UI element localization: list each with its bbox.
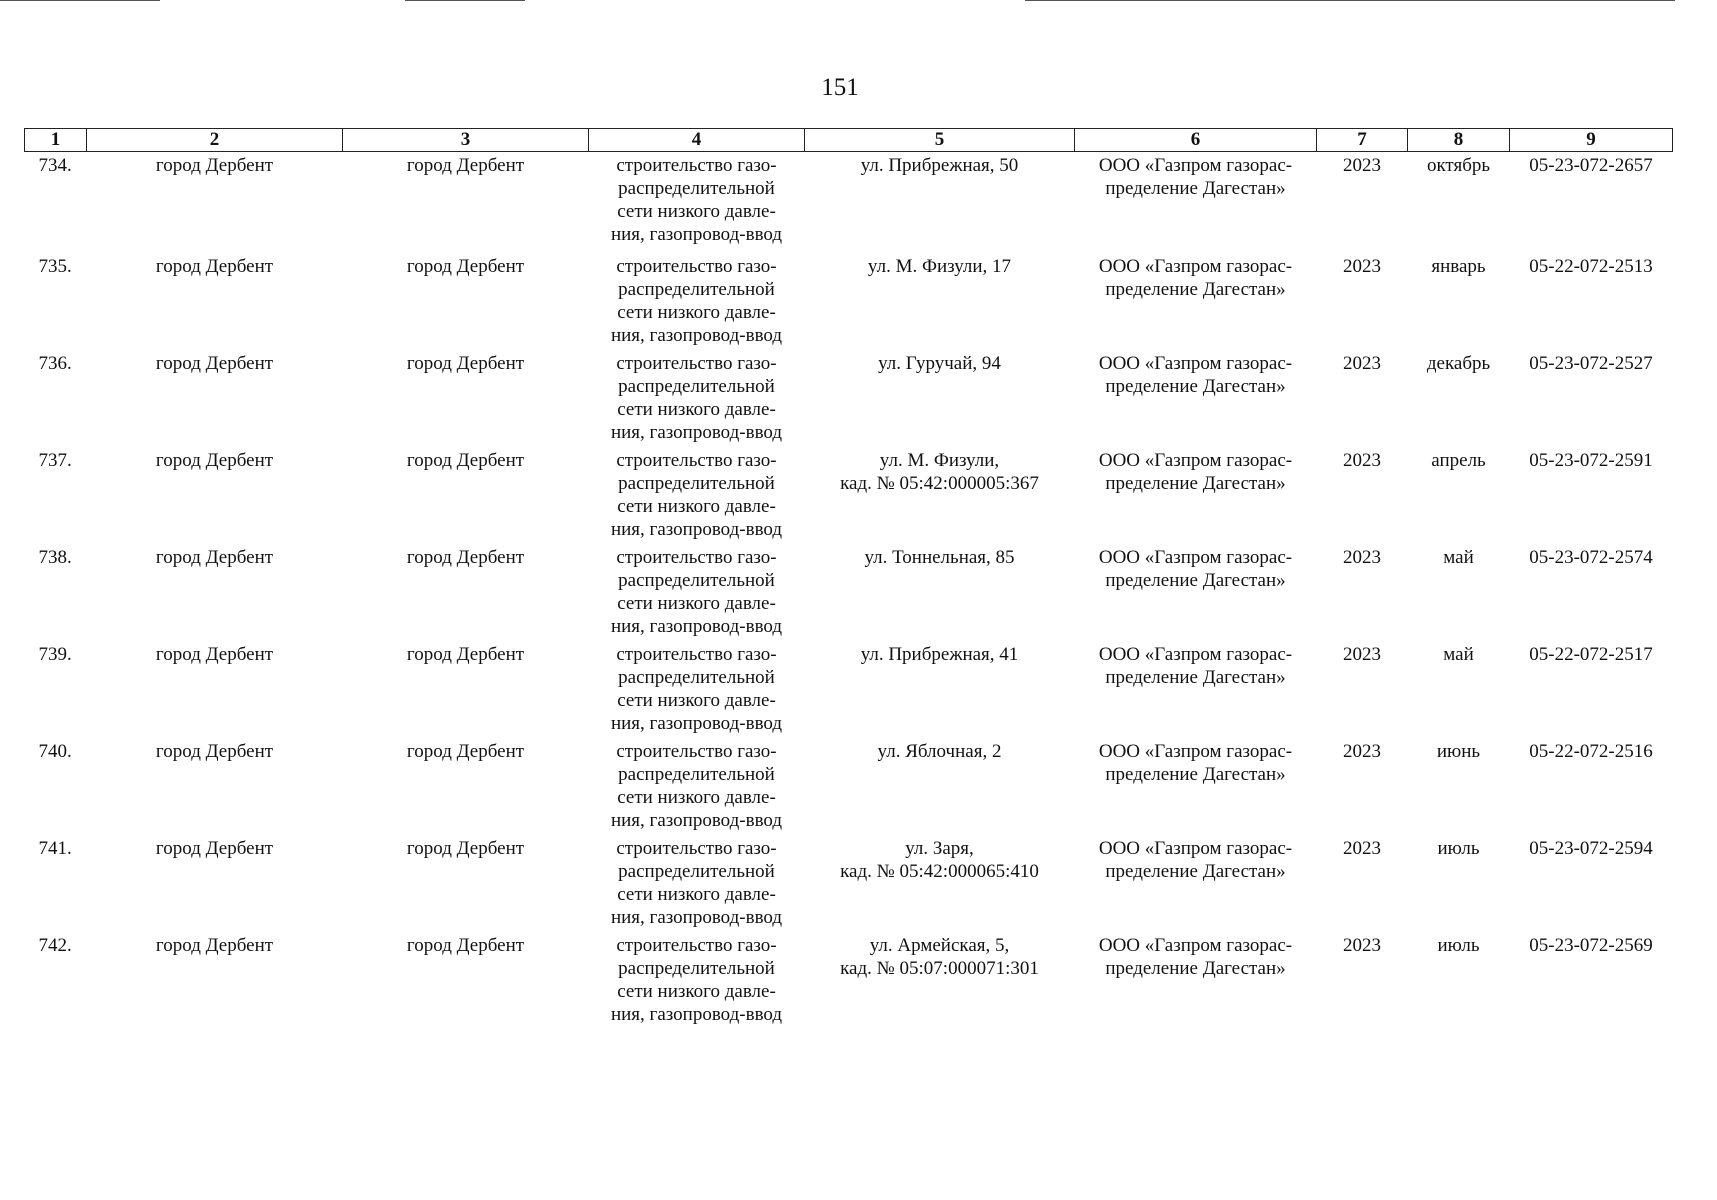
work-description-cell: строительство газо- распределительной сети низкого давле- ния, газопровод-ввод [610, 155, 783, 245]
district-cell: город Дербент [155, 546, 274, 568]
organization-cell: ООО «Газпром газорас- пределение Дагестан» [1098, 643, 1293, 688]
code-cell: 05-23-072-2594 [1529, 837, 1653, 859]
code-cell: 05-23-072-2527 [1529, 352, 1653, 374]
organization-cell: ООО «Газпром газорас- пределение Дагестан» [1098, 352, 1293, 397]
month-cell: январь [1431, 255, 1486, 277]
organization-cell: ООО «Газпром газорас- пределение Дагестан» [1098, 837, 1293, 882]
code-cell: 05-23-072-2574 [1529, 546, 1653, 568]
row-number: 740. [38, 740, 72, 762]
month-cell: апрель [1431, 449, 1486, 471]
locality-cell: город Дербент [406, 837, 525, 859]
page-number: 151 [821, 74, 859, 101]
work-description-cell: строительство газо- распределительной сети низкого давле- ния, газопровод-ввод [610, 255, 783, 346]
address-cell: ул. М. Физули, кад. № 05:42:000005:367 [840, 449, 1039, 494]
table-body [25, 152, 1673, 1027]
locality-cell: город Дербент [406, 643, 525, 665]
column-header-5: 5 [805, 129, 1075, 152]
organization-cell: ООО «Газпром газорас- пределение Дагестан» [1098, 255, 1293, 300]
column-header-1: 1 [25, 129, 87, 152]
address-cell: ул. Прибрежная, 41 [860, 643, 1019, 665]
work-description-cell: строительство газо- распределительной сети низкого давле- ния, газопровод-ввод [610, 740, 783, 831]
table-row [25, 152, 1673, 251]
column-header-4: 4 [589, 129, 805, 152]
scan-edge-right [1025, 0, 1675, 1]
scan-edge-left [0, 0, 160, 1]
address-cell: ул. Яблочная, 2 [877, 740, 1002, 762]
header-row [25, 129, 1673, 152]
table-row [25, 930, 1673, 1027]
table-row [25, 639, 1673, 736]
column-header-2: 2 [87, 129, 343, 152]
work-description-cell: строительство газо- распределительной сети низкого давле- ния, газопровод-ввод [610, 449, 783, 540]
district-cell: город Дербент [155, 155, 274, 176]
column-header-9: 9 [1510, 129, 1673, 152]
row-number: 742. [38, 934, 72, 956]
column-header-3: 3 [343, 129, 589, 152]
month-cell: декабрь [1426, 352, 1491, 374]
code-cell: 05-23-072-2569 [1529, 934, 1653, 956]
district-cell: город Дербент [155, 740, 274, 762]
month-cell: май [1443, 546, 1474, 568]
row-number: 736. [38, 352, 72, 374]
address-cell: ул. Армейская, 5, кад. № 05:07:000071:301 [840, 934, 1039, 979]
organization-cell: ООО «Газпром газорас- пределение Дагестан» [1098, 449, 1293, 494]
year-cell: 2023 [1343, 352, 1381, 374]
table-row [25, 736, 1673, 833]
row-number: 741. [38, 837, 72, 859]
locality-cell: город Дербент [406, 352, 525, 374]
row-number: 738. [38, 546, 72, 568]
locality-cell: город Дербент [406, 546, 525, 568]
month-cell: июль [1437, 934, 1480, 956]
address-cell: ул. Гуручай, 94 [878, 352, 1001, 374]
district-cell: город Дербент [155, 255, 274, 277]
year-cell: 2023 [1343, 643, 1381, 665]
table-row [25, 833, 1673, 930]
address-cell: ул. М. Физули, 17 [867, 255, 1012, 277]
column-header-8: 8 [1408, 129, 1510, 152]
column-header-6: 6 [1075, 129, 1317, 152]
year-cell: 2023 [1343, 449, 1381, 471]
scan-edge-middle [405, 0, 525, 1]
year-cell: 2023 [1343, 255, 1381, 277]
work-description-cell: строительство газо- распределительной сети низкого давле- ния, газопровод-ввод [610, 546, 783, 637]
district-cell: город Дербент [155, 449, 274, 471]
year-cell: 2023 [1343, 837, 1381, 859]
district-cell: город Дербент [155, 352, 274, 374]
work-description-cell: строительство газо- распределительной сети низкого давле- ния, газопровод-ввод [610, 837, 783, 928]
code-cell: 05-22-072-2513 [1529, 255, 1653, 277]
year-cell: 2023 [1343, 740, 1381, 762]
locality-cell: город Дербент [406, 449, 525, 471]
code-cell: 05-23-072-2657 [1529, 155, 1653, 176]
year-cell: 2023 [1343, 546, 1381, 568]
row-number: 734. [38, 155, 72, 176]
organization-cell: ООО «Газпром газорас- пределение Дагестан» [1098, 546, 1293, 591]
locality-cell: город Дербент [406, 934, 525, 956]
register-table [24, 128, 1673, 1027]
organization-cell: ООО «Газпром газорас- пределение Дагестан» [1098, 740, 1293, 785]
locality-cell: город Дербент [406, 740, 525, 762]
table-row [25, 348, 1673, 445]
district-cell: город Дербент [155, 837, 274, 859]
month-cell: октябрь [1426, 155, 1491, 176]
locality-cell: город Дербент [406, 155, 525, 176]
row-number: 737. [38, 449, 72, 471]
month-cell: май [1443, 643, 1474, 665]
work-description-cell: строительство газо- распределительной сети низкого давле- ния, газопровод-ввод [610, 643, 783, 734]
district-cell: город Дербент [155, 934, 274, 956]
locality-cell: город Дербент [406, 255, 525, 277]
work-description-cell: строительство газо- распределительной сети низкого давле- ния, газопровод-ввод [610, 352, 783, 443]
district-cell: город Дербент [155, 643, 274, 665]
work-description-cell: строительство газо- распределительной сети низкого давле- ния, газопровод-ввод [610, 934, 783, 1025]
address-cell: ул. Прибрежная, 50 [860, 155, 1019, 176]
address-cell: ул. Заря, кад. № 05:42:000065:410 [840, 837, 1039, 882]
year-cell: 2023 [1343, 934, 1381, 956]
code-cell: 05-22-072-2516 [1529, 740, 1653, 762]
column-header-7: 7 [1317, 129, 1408, 152]
table-row [25, 445, 1673, 542]
row-number: 735. [38, 255, 72, 277]
year-cell: 2023 [1343, 155, 1381, 176]
address-cell: ул. Тоннельная, 85 [864, 546, 1015, 568]
table-row [25, 251, 1673, 348]
code-cell: 05-23-072-2591 [1529, 449, 1653, 471]
code-cell: 05-22-072-2517 [1529, 643, 1653, 665]
organization-cell: ООО «Газпром газорас- пределение Дагестан» [1098, 155, 1293, 199]
month-cell: июнь [1436, 740, 1481, 762]
row-number: 739. [38, 643, 72, 665]
month-cell: июль [1437, 837, 1480, 859]
table-row [25, 542, 1673, 639]
organization-cell: ООО «Газпром газорас- пределение Дагестан» [1098, 934, 1293, 979]
